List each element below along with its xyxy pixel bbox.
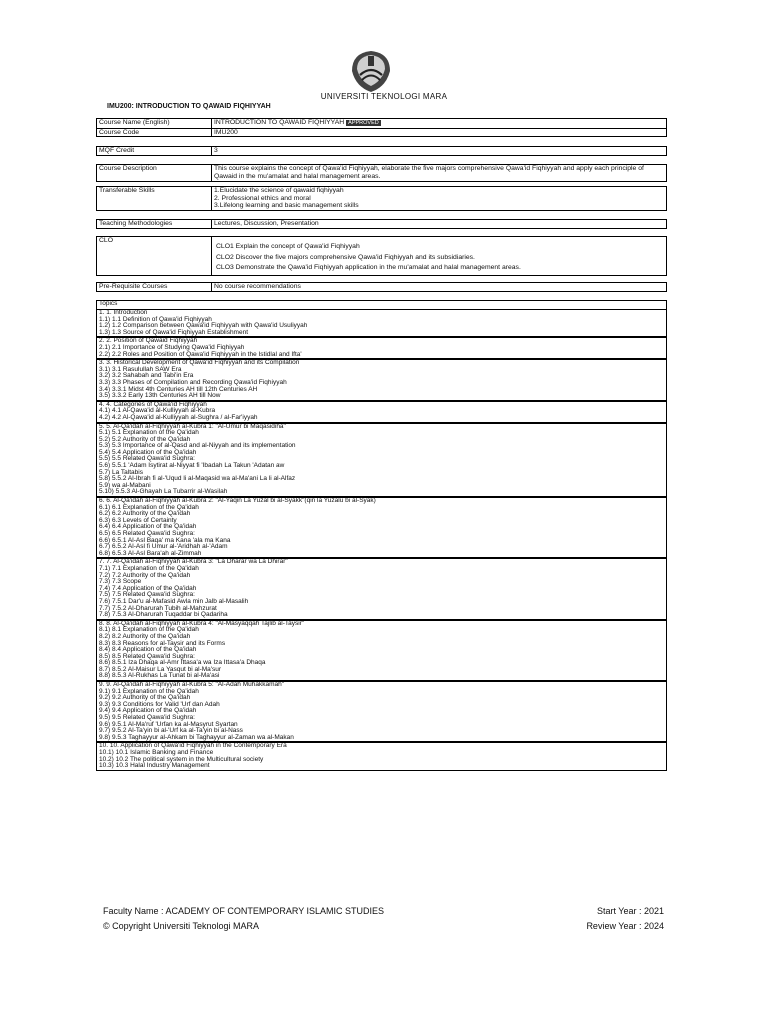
topic-subitem: 8.6) 8.5.1 Iza Dhaqa al-Amr Ittasa'a wa Iza Ittasa'a Dhaqa	[99, 659, 266, 667]
topic-heading: 9. 9. Al-Qa'idah al-Fiqhiyyah al-Kubra 5: "Al-Adah Muhakkamah"	[99, 681, 285, 689]
university-name: UNIVERSITI TEKNOLOGI MARA	[320, 92, 448, 101]
skills-label: Transferable Skills	[97, 187, 212, 211]
course-name-value: INTRODUCTION TO QAWAID FIQHIYYAH	[214, 119, 345, 126]
topic-subitem: 10.3) 10.3 Halal Industry Management	[99, 762, 210, 770]
topic-subitem: 8.1) 8.1 Explanation of the Qa'idah	[99, 626, 199, 634]
topic-subitem: 1.2) 1.2 Comparison between Qawa'id Fiqhiyyah with Qawa'id Usuliyyah	[99, 322, 308, 330]
topic-section	[96, 309, 667, 337]
clo-table	[96, 236, 667, 276]
topic-subitem: 1.3) 1.3 Source of Qawa'id Fiqhiyyah Establishment	[99, 328, 249, 336]
topic-subitem: 5.7) La Taltabis	[99, 468, 143, 476]
topic-subitem: 6.3) 6.3 Levels of Certainty	[99, 516, 177, 524]
topic-subitem: 7.4) 7.4 Application of the Qa'idah	[99, 584, 197, 592]
mqf-credit-table	[96, 146, 667, 156]
topic-heading: 1. 1. Introduction	[99, 309, 148, 316]
approved-badge: APPROVED	[348, 120, 379, 126]
topic-subitem: 5.10) 5.5.3 Al-Ghayah La Tubarrir al-Wasilah	[99, 488, 228, 496]
clo-label: CLO	[97, 237, 212, 276]
course-code-row	[97, 128, 667, 137]
topic-section	[96, 681, 667, 742]
topic-heading: 7. 7. Al-Qa'idah al-Fiqhiyyah al-Kubra 3: "La Dharar wa La Dhirar"	[99, 558, 288, 566]
skill-item: 1.Elucidate the science of qawaid fiqhiyyah	[214, 187, 344, 194]
review-year: Review Year : 2024	[586, 921, 664, 931]
topic-subitem: 3.1) 3.1 Rasulullah SAW Era	[99, 365, 182, 373]
topic-subitem: 9.5) 9.5 Related Qawa'id Sughra:	[99, 714, 195, 722]
topic-section	[96, 359, 667, 401]
uitm-logo	[348, 47, 394, 93]
topic-subitem: 7.3) 7.3 Scope	[99, 578, 142, 586]
prereq-value: No course recommendations	[212, 283, 667, 292]
topic-subitem: 6.5) 6.5 Related Qawa'id Sughra:	[99, 530, 195, 537]
topic-subitem: 9.4) 9.4 Application of the Qa'idah	[99, 707, 197, 715]
topic-subitem: 8.7) 8.5.2 Al-Maisur La Yasqut bi al-Ma'sur	[99, 665, 222, 673]
topic-subitem: 7.5) 7.5 Related Qawa'id Sughra:	[99, 591, 195, 599]
topic-subitem: 8.2) 8.2 Authority of the Qa'idah	[99, 632, 191, 640]
topic-subitem: 10.1) 10.1 Islamic Banking and Finance	[99, 749, 214, 756]
topic-subitem: 9.6) 9.5.1 Al-Ma'ruf 'Urfan ka al-Masyrut Syartan	[99, 720, 238, 728]
topic-subitem: 1.1) 1.1 Definition of Qawa'id Fiqhiyyah	[99, 315, 212, 323]
topic-subitem: 6.2) 6.2 Authority of the Qa'idah	[99, 510, 191, 518]
topic-subitem: 7.8) 7.5.3 Al-Dharurah Tuqaddar bi Qadariha	[99, 611, 228, 619]
topic-subitem: 6.6) 6.5.1 Al-Asl Baqa' ma Kana 'ala ma Kana	[99, 536, 231, 544]
topic-subitem: 8.3) 8.3 Reasons for al-Taysir and its Forms	[99, 639, 226, 647]
topic-subitem: 10.2) 10.2 The political system in the Multicultural society	[99, 755, 264, 763]
skills-table	[96, 186, 667, 211]
topic-subitem: 5.4) 5.4 Application of the Qa'idah	[99, 448, 197, 456]
topic-subitem: 5.2) 5.2 Authority of the Qa'idah	[99, 435, 191, 443]
topic-heading: 8. 8. Al-Qa'idah al-Fiqhiyyah al-Kubra 4: "Al-Masyaqqah Tajlib al-Taysir"	[99, 619, 305, 627]
topic-subitem: 5.3) 5.3 Importance of al-Qasd and al-Niyyah and its implementation	[99, 442, 296, 450]
topic-subitem: 3.3) 3.3 Phases of Compilation and Recording Qawa'id Fiqhiyyah	[99, 378, 287, 386]
topic-heading: 3. 3. Historical Development of Qawa'id Fiqhiyyah and its Compilation	[99, 359, 300, 367]
topics-body	[96, 309, 667, 771]
mqf-credit-value: 3	[212, 147, 667, 156]
course-name-row	[97, 119, 667, 129]
skills-cell	[212, 187, 667, 211]
clo-item: CLO1 Explain the concept of Qawa'id Fiqhiyyah	[216, 243, 360, 250]
course-code-value: IMU200	[212, 128, 667, 137]
course-title: IMU200: INTRODUCTION TO QAWAID FIQHIYYAH	[107, 103, 271, 110]
topic-subitem: 5.1) 5.1 Explanation of the Qa'idah	[99, 429, 199, 437]
course-code-label: Course Code	[97, 128, 212, 137]
course-info-table	[96, 118, 667, 137]
topic-subitem: 6.7) 6.5.2 Al-Asl fi Umur al-'Aridhah al-'Adam	[99, 543, 228, 551]
topic-section	[96, 401, 667, 423]
clo-cell	[212, 237, 667, 276]
topic-subitem: 7.2) 7.2 Authority of the Qa'idah	[99, 571, 191, 579]
teaching-value: Lectures, Discussion, Presentation	[212, 220, 667, 229]
topic-subitem: 9.7) 9.5.2 Al-Ta'yin bi al-'Urf ka al-Ta'yin bi al-Nass	[99, 727, 243, 735]
prereq-label: Pre-Requisite Courses	[97, 283, 212, 292]
topic-subitem: 5.9) wa al-Mabani	[99, 481, 151, 489]
start-year: Start Year : 2021	[596, 906, 664, 916]
topic-section	[96, 497, 667, 558]
skill-item: 3.Lifelong learning and basic management skills	[214, 202, 359, 209]
course-name-cell	[212, 119, 667, 129]
topic-subitem: 4.2) 4.2 Al-Qawa'id al-Kulliyyah al-Sughra / al-Far'iyyah	[99, 413, 258, 421]
topic-heading: 2. 2. Position of Qawaid Fiqhiyyah	[99, 337, 198, 345]
topic-subitem: 7.7) 7.5.2 Al-Dharurah Tubih al-Mahzurat	[99, 604, 217, 612]
course-name-label: Course Name (English)	[97, 119, 212, 129]
topic-heading: 4. 4. Categories of Qawa'id Fiqhiyyah	[99, 400, 207, 408]
topic-subitem: 5.5) 5.5 Related Qawa'id Sughra:	[99, 455, 195, 463]
topic-subitem: 8.4) 8.4 Application of the Qa'idah	[99, 646, 197, 654]
topics-header: Topics	[96, 300, 667, 309]
topic-subitem: 9.8) 9.5.3 Taghayyur al-Ahkam bi Taghayyur al-Zaman wa al-Makan	[99, 733, 294, 741]
topic-subitem: 5.8) 5.5.2 Al-Ibrah fi al-'Uqud li al-Maqasid wa al-Ma'ani La li al-Alfaz	[99, 475, 296, 483]
skill-item: 2. Professional ethics and moral	[214, 194, 311, 202]
topic-subitem: 9.2) 9.2 Authority of the Qa'idah	[99, 694, 191, 702]
topic-subitem: 3.2) 3.2 Sahabah and Tabi'in Era	[99, 372, 194, 380]
description-label: Course Description	[97, 165, 212, 182]
topic-section	[96, 558, 667, 619]
faculty-name: Faculty Name : ACADEMY OF CONTEMPORARY ISLAMIC STUDIES	[103, 906, 385, 916]
topic-heading: 6. 6. Al-Qa'idah al-Fiqhiyyah al-Kubra 2: "Al-Yaqin La Yuzal bi al-Syakk"(qin la Yuzalu bi al-Syak)	[99, 497, 376, 505]
topic-heading: 5. 5. Al-Qa'idah al-Fiqhiyyah al-Kubra 1: "Al-Umur bi Maqasidiha"	[99, 422, 286, 430]
description-value: This course explains the concept of Qawa'id Fiqhiyyah, elaborate the five majors comprehensive Qawa'id Fiqhiyyah and apply each principle of Qawaid in the mu'amalat and halal management areas.	[212, 165, 667, 182]
topic-subitem: 3.4) 3.3.1 Midst 4th Centuries AH till 12th Centuries AH	[99, 385, 258, 393]
topic-heading: 10. 10. Application of Qawa'id Fiqhiyyah in the Contemporary Era	[99, 742, 287, 750]
topic-subitem: 3.5) 3.3.2 Early 13th Centuries AH till Now	[99, 392, 221, 400]
teaching-table	[96, 219, 667, 229]
prereq-table	[96, 282, 667, 292]
clo-item: CLO3 Demonstrate the Qawa'id Fiqhiyyah application in the mu'amalat and halal management areas.	[216, 264, 521, 271]
topic-subitem: 6.8) 6.5.3 Al-Asl Bara'ah al-Zimmah	[99, 549, 202, 557]
topic-subitem: 9.3) 9.3 Conditions for Valid 'Urf dan Adah	[99, 700, 220, 708]
mqf-credit-label: MQF Credit	[97, 147, 212, 156]
topic-subitem: 2.1) 2.1 Importance of Studying Qawa'id Fiqhiyyah	[99, 343, 245, 351]
topic-subitem: 8.5) 8.5 Related Qawa'id Sughra:	[99, 652, 195, 660]
clo-item: CLO2 Discover the five majors comprehensive Qawa'id Fiqhiyyah and its subsidiaries.	[216, 253, 475, 261]
topic-section	[96, 620, 667, 681]
topic-subitem: 9.1) 9.1 Explanation of the Qa'idah	[99, 687, 199, 695]
description-table	[96, 164, 667, 182]
topic-section	[96, 742, 667, 770]
copyright: © Copyright Universiti Teknologi MARA	[103, 921, 260, 931]
topics-table	[96, 300, 667, 771]
topic-subitem: 6.1) 6.1 Explanation of the Qa'idah	[99, 503, 199, 511]
topic-section	[96, 423, 667, 498]
topic-subitem: 5.6) 5.5.1 'Adam Isytirat al-Niyyat fi 'Ibadah La Takun 'Adatan aw	[99, 462, 285, 470]
topic-section	[96, 337, 667, 359]
teaching-label: Teaching Methodologies	[97, 220, 212, 229]
topic-subitem: 2.2) 2.2 Roles and Position of Qawa'id Fiqhiyyah in the Istidlal and Ifta'	[99, 350, 302, 358]
topic-subitem: 4.1) 4.1 Al-Qawa'id al-Kulliyyah al-Kubra	[99, 407, 216, 415]
topic-subitem: 8.8) 8.5.3 Al-Rukhas La Tunat bi al-Ma'asi	[99, 672, 220, 680]
topic-subitem: 7.6) 7.5.1 Dar'u al-Mafasid Awla min Jalb al-Masalih	[99, 597, 249, 605]
topic-subitem: 6.4) 6.4 Application of the Qa'idah	[99, 523, 197, 531]
topic-subitem: 7.1) 7.1 Explanation of the Qa'idah	[99, 564, 199, 572]
